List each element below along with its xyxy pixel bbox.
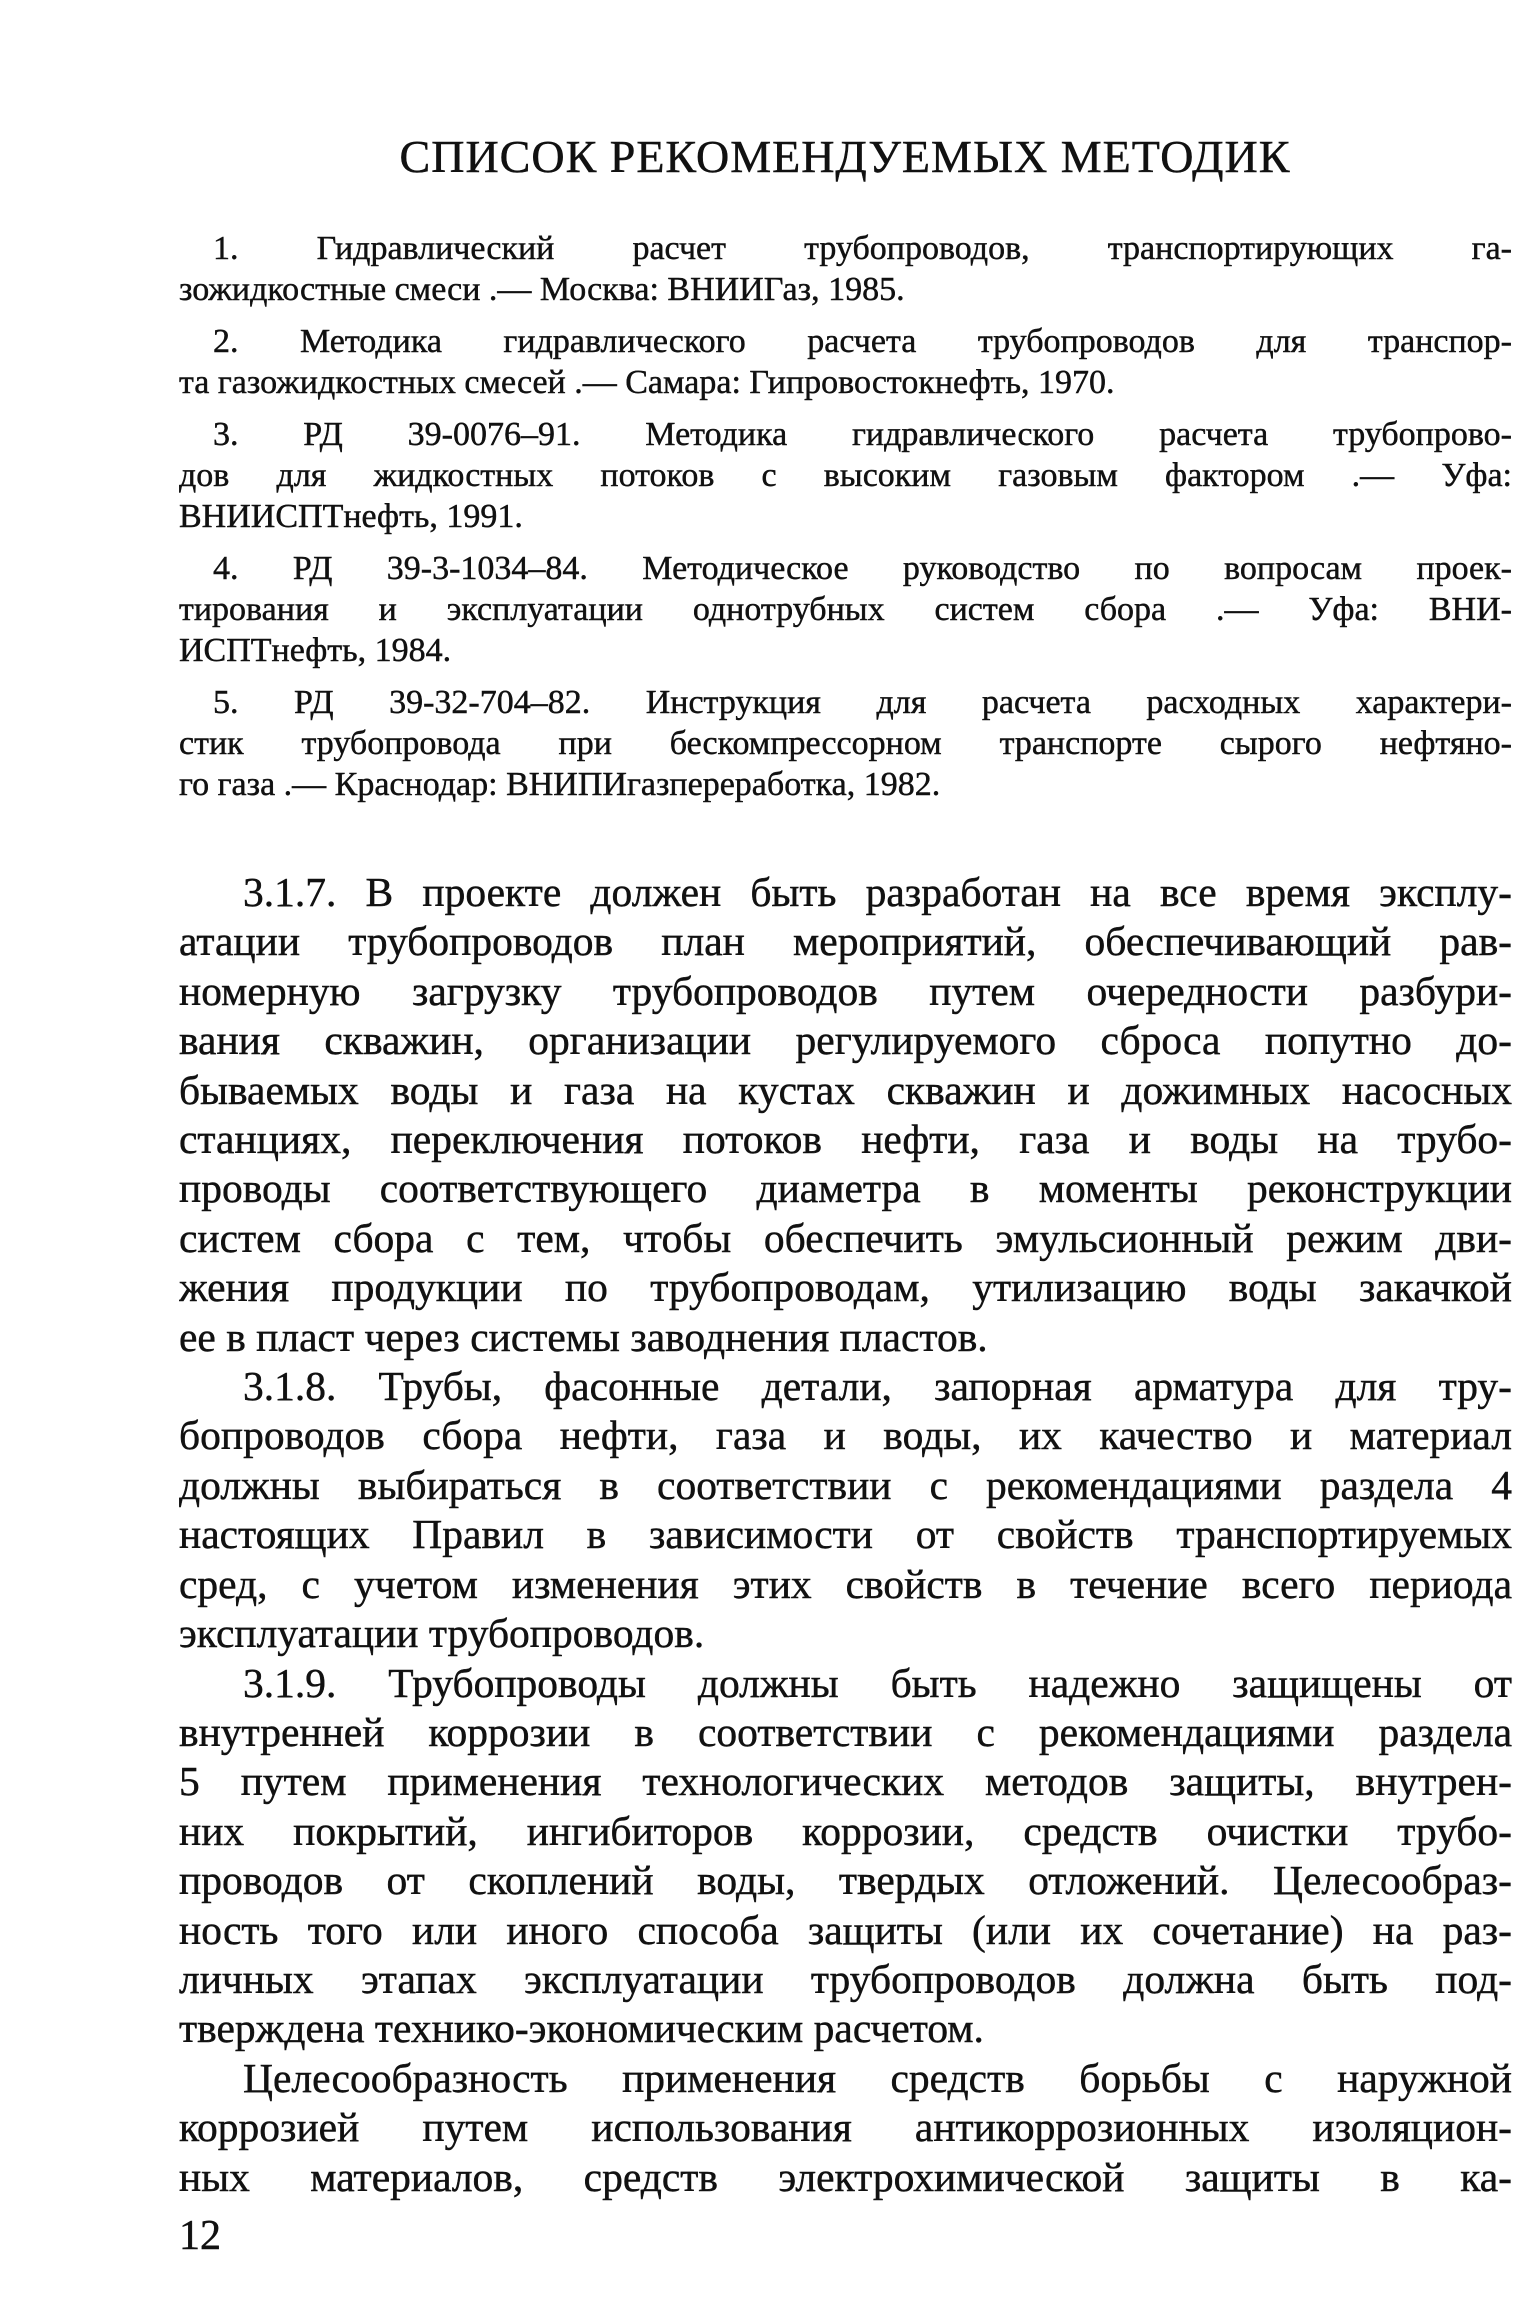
reference-line: 3. РД 39-0076–91. Методика гидравлического расчета трубопрово- xyxy=(213,416,1512,453)
paragraph-line: жения продукции по трубопроводам, утилизацию воды закачкой xyxy=(179,1264,1512,1311)
reference-item xyxy=(179,321,1512,403)
reference-line: 5. РД 39-32-704–82. Инструкция для расчета расходных характери- xyxy=(213,684,1512,721)
reference-item xyxy=(179,228,1512,310)
reference-line: ИСПТнефть, 1984. xyxy=(179,632,452,669)
paragraph-line: них покрытий, ингибиторов коррозии, средств очистки трубо- xyxy=(179,1807,1512,1854)
paragraph-line: внутренней коррозии в соответствии с рекомендациями раздела xyxy=(179,1708,1512,1755)
paragraph-line: 3.1.9. Трубопроводы должны быть надежно защищены от xyxy=(243,1659,1512,1706)
paragraph-line: систем сбора с тем, чтобы обеспечить эмульсионный режим дви- xyxy=(179,1214,1512,1261)
paragraph-line: коррозией путем использования антикоррозионных изоляцион- xyxy=(179,2104,1512,2151)
paragraph-line: сред, с учетом изменения этих свойств в течение всего периода xyxy=(179,1560,1512,1607)
paragraph-line: настоящих Правил в зависимости от свойств транспортируемых xyxy=(179,1511,1512,1558)
paragraph xyxy=(179,1659,1512,2054)
paragraph-line: тверждена технико-экономическим расчетом. xyxy=(179,2005,984,2052)
paragraph-line: должны выбираться в соответствии с рекомендациями раздела 4 xyxy=(179,1461,1512,1508)
paragraph-line: атации трубопроводов план мероприятий, обеспечивающий рав- xyxy=(179,918,1512,965)
reference-line: тирования и эксплуатации однотрубных систем сбора .— Уфа: ВНИ- xyxy=(179,591,1512,628)
page-number: 12 xyxy=(179,2213,221,2259)
paragraph xyxy=(179,1362,1512,1658)
paragraph xyxy=(179,868,1512,1362)
paragraph-line: бопроводов сбора нефти, газа и воды, их качество и материал xyxy=(179,1412,1512,1459)
paragraph-line: станциях, переключения потоков нефти, газа и воды на трубо- xyxy=(179,1116,1512,1163)
section-title: СПИСОК РЕКОМЕНДУЕМЫХ МЕТОДИК xyxy=(399,131,1291,182)
paragraph-line: 5 путем применения технологических методов защиты, внутрен- xyxy=(179,1758,1512,1805)
paragraph-line: Целесообразность применения средств борьбы с наружной xyxy=(243,2054,1512,2101)
reference-line: 1. Гидравлический расчет трубопроводов, транспортирующих га- xyxy=(213,230,1512,267)
paragraph xyxy=(179,2054,1512,2202)
reference-line: 2. Методика гидравлического расчета трубопроводов для транспор- xyxy=(213,323,1512,360)
paragraph-line: бываемых воды и газа на кустах скважин и дожимных насосных xyxy=(179,1066,1512,1113)
paragraph-line: 3.1.8. Трубы, фасонные детали, запорная арматура для тру- xyxy=(243,1363,1512,1410)
reference-line: стик трубопровода при бескомпрессорном транспорте сырого нефтяно- xyxy=(179,725,1512,762)
reference-line: 4. РД 39-3-1034–84. Методическое руководство по вопросам проек- xyxy=(213,550,1512,587)
paragraph-line: проводов от скоплений воды, твердых отложений. Целесообраз- xyxy=(179,1857,1512,1904)
paragraph-line: личных этапах эксплуатации трубопроводов должна быть под- xyxy=(179,1955,1512,2002)
paragraph-line: 3.1.7. В проекте должен быть разработан на все время эксплу- xyxy=(243,869,1512,915)
reference-line: го газа .— Краснодар: ВНИПИгазпереработка, 1982. xyxy=(179,766,941,803)
paragraph-line: ность того или иного способа защиты (или их сочетание) на раз- xyxy=(179,1906,1512,1953)
reference-line: зожидкостные смеси .— Москва: ВНИИГаз, 1985. xyxy=(179,271,905,308)
paragraph-line: ее в пласт через системы заводнения пластов. xyxy=(179,1313,988,1360)
reference-item xyxy=(179,682,1512,805)
paragraph-line: ных материалов, средств электрохимической защиты в ка- xyxy=(179,2153,1512,2200)
paragraph-line: номерную загрузку трубопроводов путем очередности разбури- xyxy=(179,967,1512,1014)
reference-line: ВНИИСПТнефть, 1991. xyxy=(179,498,523,535)
reference-item xyxy=(179,414,1512,537)
reference-line: дов для жидкостных потоков с высоким газовым фактором .— Уфа: xyxy=(179,457,1512,494)
paragraph-line: проводы соответствующего диаметра в моменты реконструкции xyxy=(179,1165,1512,1212)
body-text xyxy=(179,868,1512,2202)
reference-line: та газожидкостных смесей .— Самара: Гипровостокнефть, 1970. xyxy=(179,364,1115,401)
paragraph-line: эксплуатации трубопроводов. xyxy=(179,1610,705,1657)
paragraph-line: вания скважин, организации регулируемого сброса попутно до- xyxy=(179,1017,1512,1064)
reference-item xyxy=(179,548,1512,671)
references-list xyxy=(179,228,1512,816)
